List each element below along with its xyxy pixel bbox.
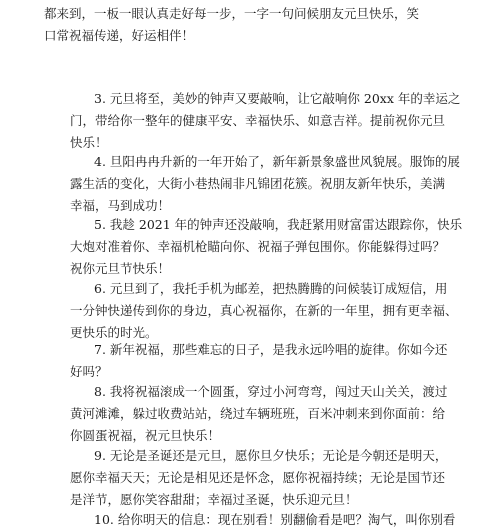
text-line: 7. 新年祝福，那些难忘的日子，是我永远吟唱的旋律。你如今还 <box>94 342 448 357</box>
text-line: 3. 元旦将至，美妙的钟声又要敲响，让它敲响你 20xx 年的幸运之 <box>94 91 461 106</box>
text-line: 一分钟快递传到你的身边，真心祝福你，在新的一年里，拥有更幸福、 <box>70 303 458 318</box>
text-line: 快乐！ <box>70 135 108 150</box>
text-line: 幸福，马到成功！ <box>70 198 171 213</box>
text-line: 10. 给你明天的信息：现在别看！别翻偷看是吧？淘气，叫你别看 <box>94 512 456 527</box>
text-line: 都来到，一板一眼认真走好每一步，一字一句问候朋友元旦快乐，笑 <box>44 6 420 21</box>
text-line: 好吗？ <box>70 364 108 379</box>
text-line: 门，带给你一整年的健康平安、幸福快乐、如意吉祥。提前祝你元旦 <box>70 113 446 128</box>
text-line: 愿你幸福天天；无论是相见还是怀念，愿你祝福持续；无论是国节还 <box>70 470 446 485</box>
text-line: 9. 无论是圣诞还是元旦，愿你旦夕快乐；无论是今朝还是明天， <box>94 448 448 463</box>
text-line: 6. 元旦到了，我托手机为邮差，把热腾腾的问候装订成短信，用 <box>94 281 448 296</box>
text-line: 5. 我趁 2021 年的钟声还没敲响，我赶紧用财富雷达跟踪你，快乐 <box>94 217 463 232</box>
text-line: 是洋节，愿你笑容甜甜；幸福过圣诞，快乐迎元旦！ <box>70 492 358 507</box>
text-line: 露生活的变化，大街小巷热闹非凡锦团花簇。祝朋友新年快乐，美满 <box>70 176 446 191</box>
text-line: 你圆蛋祝福，祝元旦快乐！ <box>70 428 221 443</box>
text-line: 4. 旦阳冉冉升新的一年开始了，新年新景象盛世风貌展。服饰的展 <box>94 154 460 169</box>
text-line: 大炮对准着你、幸福机枪瞄向你、祝福子弹包围你。你能躲得过吗？ <box>70 239 446 254</box>
text-line: 黄河滩滩，躲过收费站站，绕过车辆班班，百米冲刺来到你面前：给 <box>70 406 446 421</box>
text-line: 更快乐的时光。 <box>70 325 158 340</box>
text-line: 8. 我将祝福滚成一个圆蛋，穿过小河弯弯，闯过天山关关，渡过 <box>94 384 448 399</box>
text-line: 口常祝福传递，好运相伴！ <box>44 28 195 43</box>
text-line: 祝你元旦节快乐！ <box>70 261 171 276</box>
